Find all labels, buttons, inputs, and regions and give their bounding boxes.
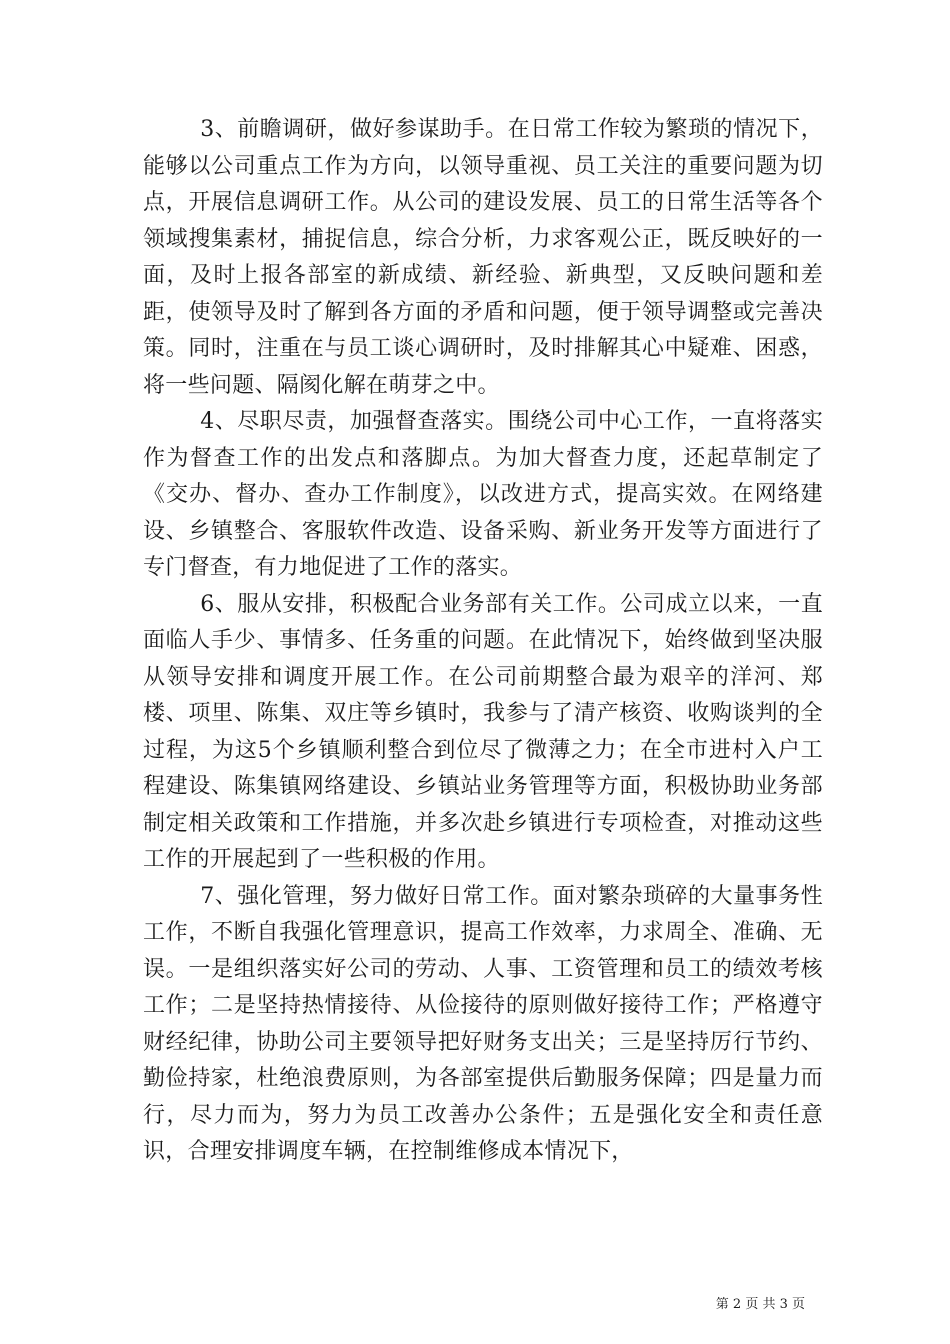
- page-number-footer: 第 2 页 共 3 页: [715, 1297, 805, 1312]
- paragraph-item-3: 3、前瞻调研，做好参谋助手。在日常工作较为繁琐的情况下，能够以公司重点工作为方向，以领导重视、员工关注的重要问题为切点，开展信息调研工作。从公司的建设发展、员工的日常生活等各个领域搜集素材，捕捉信息，综合分析，力求客观公正，既反映好的一面，及时上报各部室的新成绩、新经验、新典型，又反映问题和差距，使领导及时了解到各方面的矛盾和问题，便于领导调整或完善决策。同时，注重在与员工谈心调研时，及时排解其心中疑难、困惑，将一些问题、隔阂化解在萌芽之中。: [143, 117, 823, 398]
- document-body: [143, 112, 823, 1171]
- paragraph-item-7: 7、强化管理，努力做好日常工作。面对繁杂琐碎的大量事务性工作，不断自我强化管理意识，提高工作效率，力求周全、准确、无误。一是组织落实好公司的劳动、人事、工资管理和员工的绩效考核工作；二是坚持热情接待、从俭接待的原则做好接待工作；严格遵守财经纪律，协助公司主要领导把好财务支出关；三是坚持厉行节约、勤俭持家，杜绝浪费原则，为各部室提供后勤服务保障；四是量力而行，尽力而为，努力为员工改善办公条件；五是强化安全和责任意识，合理安排调度车辆，在控制维修成本情况下，: [143, 883, 823, 1164]
- paragraph-item-6: 6、服从安排，积极配合业务部有关工作。公司成立以来，一直面临人手少、事情多、任务重的问题。在此情况下，始终做到坚决服从领导安排和调度开展工作。在公司前期整合最为艰辛的洋河、郑楼、项里、陈集、双庄等乡镇时，我参与了清产核资、收购谈判的全过程，为这5个乡镇顺利整合到位尽了微薄之力；在全市进村入户工程建设、陈集镇网络建设、乡镇站业务管理等方面，积极协助业务部制定相关政策和工作措施，并多次赴乡镇进行专项检查，对推动这些工作的开展起到了一些积极的作用。: [143, 591, 823, 872]
- paragraph-item-4: 4、尽职尽责，加强督查落实。围绕公司中心工作，一直将落实作为督查工作的出发点和落脚点。为加大督查力度，还起草制定了《交办、督办、查办工作制度》，以改进方式，提高实效。在网络建设、乡镇整合、客服软件改造、设备采购、新业务开发等方面进行了专门督查，有力地促进了工作的落实。: [143, 409, 823, 580]
